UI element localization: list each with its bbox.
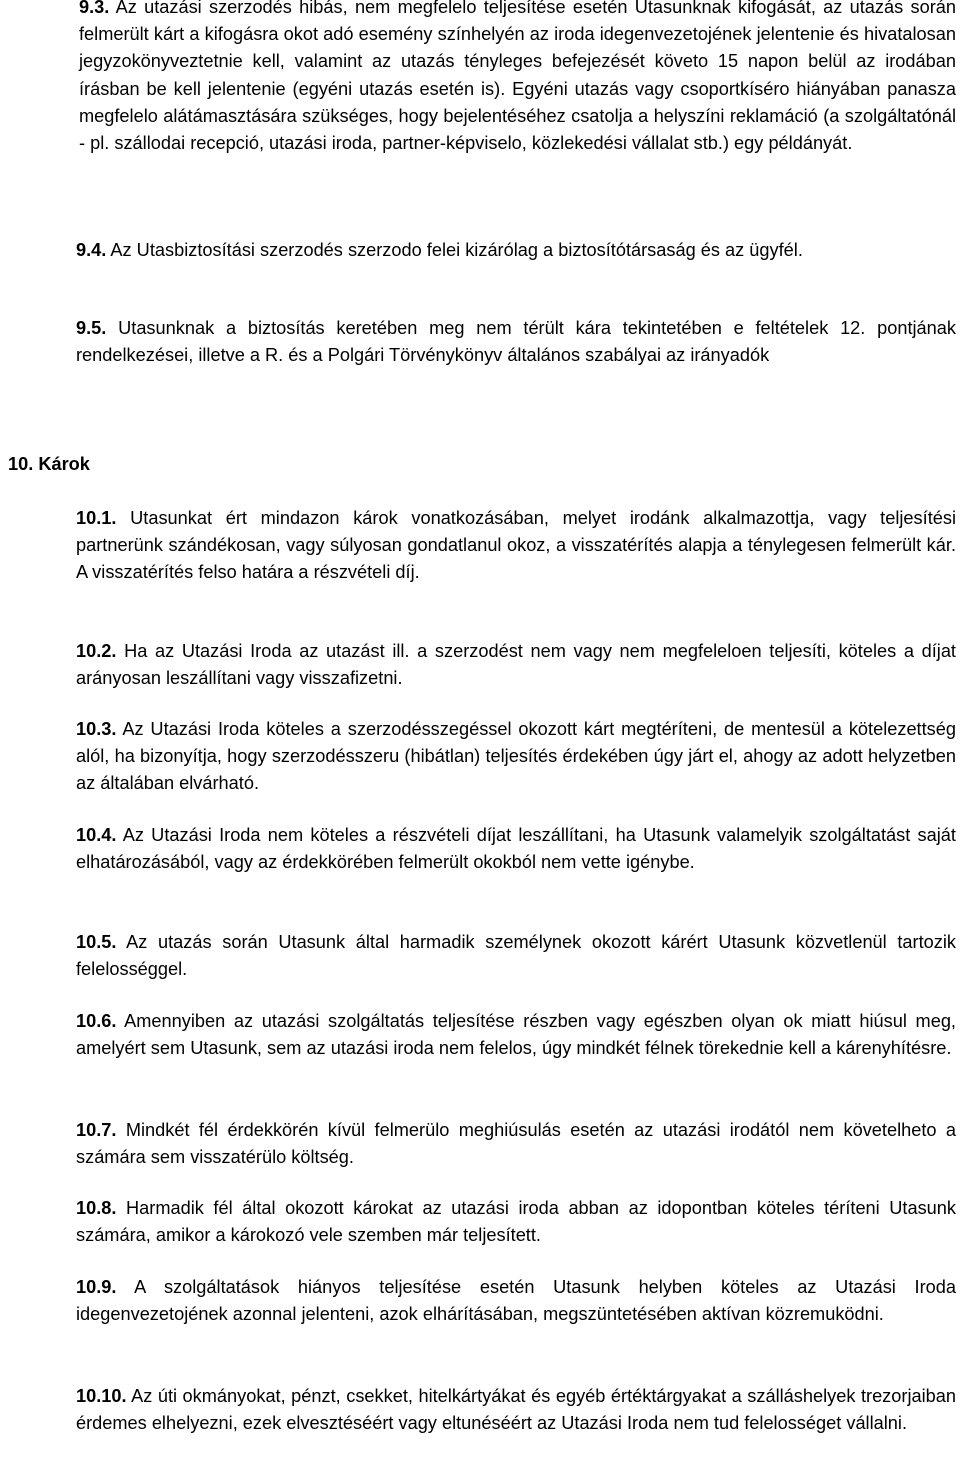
paragraph-10-10 (76, 1383, 956, 1437)
paragraph-number: 9.4. (76, 240, 107, 260)
paragraph-text: Amennyiben az utazási szolgáltatás teljesítése részben vagy egészben olyan ok miatt hiúsul meg, amelyért sem Utasunk, sem az utazási iroda nem felelos, úgy mindkét félnek törekednie kell a kárenyhítésre. (76, 1011, 956, 1059)
paragraph-text: Az utazás során Utasunk által harmadik személynek okozott kárért Utasunk közvetlenül tartozik felelosséggel. (76, 932, 956, 980)
paragraph-9-4 (76, 237, 956, 264)
paragraph-10-6 (76, 1008, 956, 1062)
paragraph-10-1 (76, 505, 956, 587)
paragraph-text: Mindkét fél érdekkörén kívül felmerülo meghiúsulás esetén az utazási irodától nem követelheto a számára sem visszatérülo költség. (76, 1120, 956, 1168)
paragraph-text: Utasunkat ért mindazon károk vonatkozásában, melyet irodánk alkalmazottja, vagy teljesítési partnerünk szándékosan, vagy súlyosan gondatlanul okoz, a visszatérítés alapja a ténylegesen felmerült kár. A visszatérítés felso határa a részvételi díj. (76, 508, 956, 583)
paragraph-text: Az úti okmányokat, pénzt, csekket, hitelkártyákat és egyéb értéktárgyakat a szálláshelyek trezorjaiban érdemes elhelyezni, ezek elvesztéséért vagy eltunéséért az Utazási Iroda nem tud felelosséget vállalni. (76, 1386, 956, 1434)
paragraph-10-9 (76, 1274, 956, 1328)
paragraph-number: 10.6. (76, 1011, 117, 1031)
paragraph-text: Az Utasbiztosítási szerzodés szerzodo felei kizárólag a biztosítótársaság és az ügyfél. (110, 240, 803, 260)
paragraph-number: 10.9. (76, 1277, 117, 1297)
paragraph-number: 10.10. (76, 1386, 127, 1406)
paragraph-number: 10.5. (76, 932, 117, 952)
paragraph-number: 10.7. (76, 1120, 117, 1140)
paragraph-9-3 (79, 0, 956, 157)
paragraph-number: 10.4. (76, 825, 117, 845)
paragraph-10-8 (76, 1195, 956, 1249)
paragraph-text: Ha az Utazási Iroda az utazást ill. a szerzodést nem vagy nem megfeleloen teljesíti, köteles a díjat arányosan leszállítani vagy visszafizetni. (76, 641, 956, 689)
paragraph-10-3 (76, 716, 956, 798)
paragraph-10-7 (76, 1117, 956, 1171)
paragraph-number: 9.3. (79, 0, 110, 17)
paragraph-number: 10.2. (76, 641, 117, 661)
paragraph-number: 10.3. (76, 719, 117, 739)
paragraph-text: A szolgáltatások hiányos teljesítése esetén Utasunk helyben köteles az Utazási Iroda idegenvezetojének azonnal jelenteni, azok elhárításában, megszüntetésében aktívan közremuködni. (76, 1277, 956, 1325)
section-heading-10: 10. Károk (8, 454, 90, 474)
paragraph-number: 10.1. (76, 508, 117, 528)
paragraph-text: Utasunknak a biztosítás keretében meg nem térült kára tekintetében e feltételek 12. pontjának rendelkezései, illetve a R. és a Polgári Törvénykönyv általános szabályai az irányadók (76, 318, 956, 366)
paragraph-text: Harmadik fél által okozott károkat az utazási iroda abban az idopontban köteles téríteni Utasunk számára, amikor a károkozó vele szemben már teljesített. (76, 1198, 956, 1246)
paragraph-10-5 (76, 929, 956, 983)
paragraph-number: 9.5. (76, 318, 107, 338)
paragraph-number: 10.8. (76, 1198, 117, 1218)
paragraph-10-2 (76, 638, 956, 692)
paragraph-10-4 (76, 822, 956, 876)
paragraph-text: Az utazási szerzodés hibás, nem megfelelo teljesítése esetén Utasunknak kifogását, az utazás során felmerült kárt a kifogásra okot adó esemény színhelyén az iroda idegenvezetojének jelentenie és hivatalosan jegyzokönyveztetnie kell, valamint az utazás tényleges befejezését követo 15 napon belül az irodában írásban be kell jelentenie (egyéni utazás esetén is). Egyéni utazás vagy csoportkíséro hiányában panasza megfelelo alátámasztására szükséges, hogy bejelentéséhez csatolja a helyszíni reklamáció (a szolgáltatónál - pl. szállodai recepció, utazási iroda, partner-képviselo, közlekedési vállalat stb.) egy példányát. (79, 0, 956, 154)
paragraph-text: Az Utazási Iroda köteles a szerzodésszegéssel okozott kárt megtéríteni, de mentesül a kötelezettség alól, ha bizonyítja, hogy szerzodésszeru (hibátlan) teljesítés érdekében úgy járt el, ahogy az adott helyzetben az általában elvárható. (76, 719, 956, 794)
paragraph-text: Az Utazási Iroda nem köteles a részvételi díjat leszállítani, ha Utasunk valamelyik szolgáltatást saját elhatározásából, vagy az érdekkörében felmerült okokból nem vette igénybe. (76, 825, 956, 873)
paragraph-9-5 (76, 315, 956, 369)
